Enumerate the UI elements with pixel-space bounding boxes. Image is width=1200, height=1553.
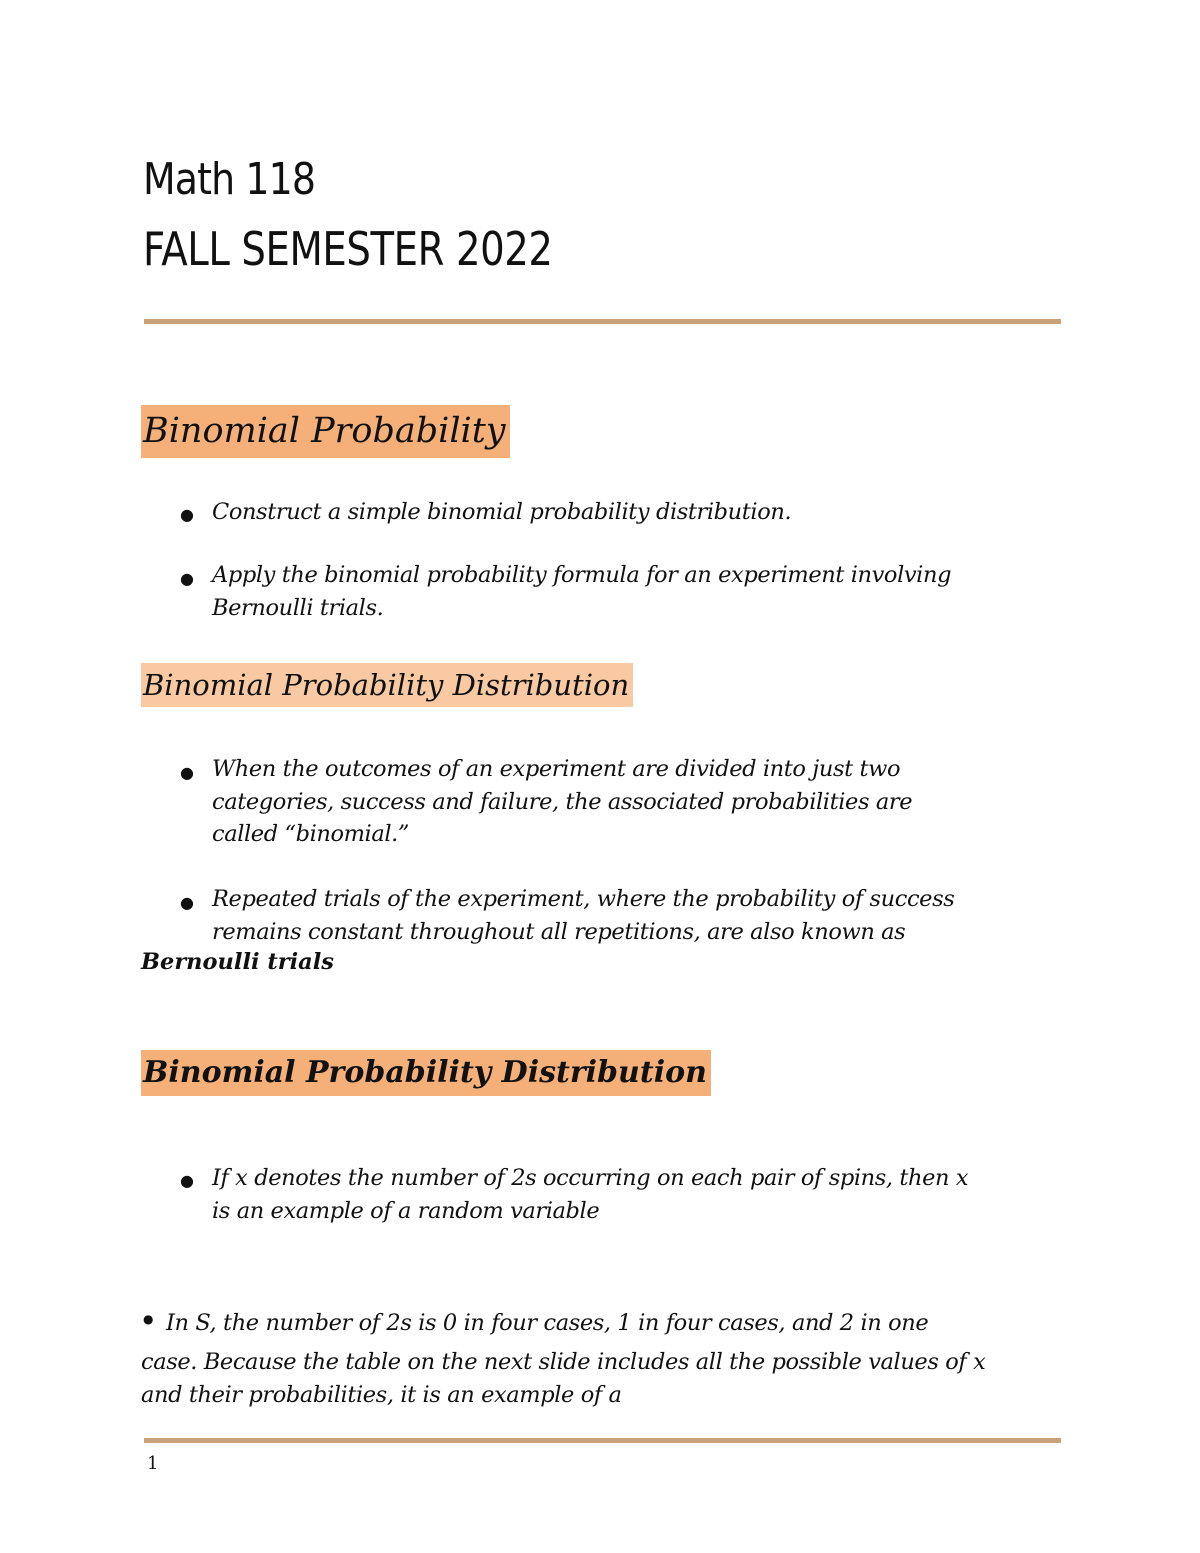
bullet-icon: ● bbox=[180, 763, 194, 782]
section-heading-binomial-distribution-bold: Binomial Probability Distribution bbox=[141, 1050, 711, 1096]
bullet-line: Repeated trials of the experiment, where the probability of success bbox=[212, 886, 955, 912]
bullet-line: categories, success and failure, the associated probabilities are bbox=[212, 788, 913, 815]
bullet-icon: ● bbox=[143, 1312, 154, 1326]
bullet-line: Construct a simple binomial probability distribution. bbox=[212, 499, 792, 525]
bullet-icon: ● bbox=[180, 569, 194, 588]
page-number: 1 bbox=[147, 1453, 159, 1474]
bullet-line: called “binomial.” bbox=[212, 821, 410, 847]
bullet-text bbox=[212, 883, 1072, 948]
bullet-text bbox=[212, 559, 1072, 624]
bullet-line: remains constant throughout all repetitions, are also known as bbox=[212, 918, 906, 945]
paragraph-line: and their probabilities, it is an example of a bbox=[141, 1382, 622, 1408]
bold-term-bernoulli-trials: Bernoulli trials bbox=[141, 949, 334, 975]
bullet-icon: ● bbox=[180, 505, 194, 524]
bullet-line: is an example of a random variable bbox=[212, 1197, 600, 1224]
course-title: Math 118 bbox=[143, 154, 316, 205]
section-heading-binomial-probability: Binomial Probability bbox=[141, 405, 510, 458]
header-divider bbox=[144, 319, 1061, 324]
bullet-line: Bernoulli trials. bbox=[212, 594, 384, 621]
bullet-text bbox=[212, 753, 1072, 851]
footer-divider bbox=[144, 1438, 1061, 1443]
paragraph-line: case. Because the table on the next slide includes all the possible values of x bbox=[141, 1349, 986, 1375]
bullet-icon: ● bbox=[180, 893, 194, 912]
semester-title: FALL SEMESTER 2022 bbox=[143, 222, 553, 276]
final-paragraph-continuation bbox=[141, 1346, 985, 1412]
bullet-line: Apply the binomial probability formula for an experiment involving bbox=[212, 562, 952, 588]
bullet-text bbox=[212, 1162, 1072, 1227]
bullet-line: If x denotes the number of 2s occurring on each pair of spins, then x bbox=[212, 1165, 969, 1191]
bullet-line: When the outcomes of an experiment are divided into just two bbox=[212, 756, 901, 782]
final-paragraph-first-line: In S, the number of 2s is 0 in four cases, 1 in four cases, and 2 in one bbox=[166, 1310, 929, 1336]
bullet-icon: ● bbox=[180, 1171, 194, 1190]
bullet-text bbox=[212, 496, 1072, 529]
section-heading-binomial-distribution: Binomial Probability Distribution bbox=[141, 663, 633, 707]
